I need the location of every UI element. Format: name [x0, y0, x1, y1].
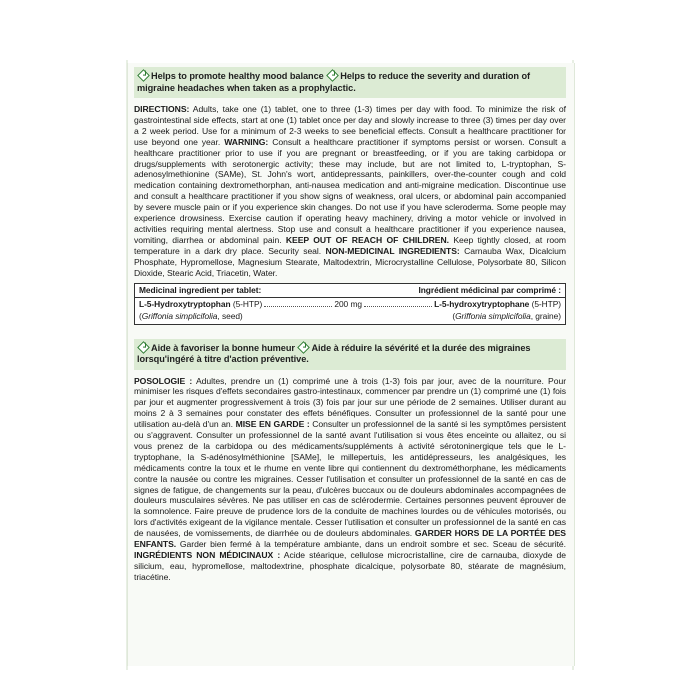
source-fr: (Griffonia simplicifolia, graine) [452, 310, 561, 321]
en-directions [134, 104, 566, 279]
checkmark-icon [137, 69, 150, 82]
source-en: (Griffonia simplicifolia, seed) [139, 310, 243, 321]
fr-claim-1: Aide à favoriser la bonne humeur [151, 342, 295, 353]
directions-text: Adults, take one (1) tablet, one to three (1-3) times per day with food. To minimize the risk of gastrointestinal side effects, start at one (1) tablet once per day and slowly increase to three (3) times per day over a 2 week period. Use for a minimum of 2-3 weeks to see beneficial effects. Consult a healthcare practitioner for use beyond one year. [134, 104, 566, 147]
leader-dots [264, 299, 332, 307]
section-gap [134, 325, 566, 339]
en-claim-1: Helps to promote healthy mood balance [151, 71, 324, 81]
posologie-text: Adultes, prendre un (1) comprimé une à trois (1-3) fois par jour, avec de la nourriture. Pour minimiser les risques d'effets secondaires gastro-intestinaux, commencer par prendre un (1) comprimé une (1) fois par jour et augmenter progressivement à trois (3) fois par jour sur une période de 2 semaines. Utiliser durant au moins 2 à 3 semaines pour constater des effets bénéfiques. Consulter un professionnel de la santé pour une utilisation au-delà d'un an. [134, 375, 567, 430]
keep-out-of-reach: KEEP OUT OF REACH OF CHILDREN. [285, 234, 449, 245]
garder-hors-portee: GARDER HORS DE LA PORTÉE DES ENFANTS. [134, 528, 566, 550]
ingredient-en: L-5-Hydroxytryptophan [139, 298, 231, 309]
fr-storage-text: Garder bien fermé à la température ambiante, dans un endroit sombre et sec. Sceau de sécurité. [179, 539, 567, 550]
ingredient-en-abbr: (5-HTP) [232, 298, 263, 309]
label-content [134, 67, 566, 583]
leader-dots [364, 299, 432, 307]
directions-label: DIRECTIONS: [134, 104, 190, 114]
fr-claims-banner [134, 339, 566, 370]
fr-posologie [134, 376, 566, 583]
table-header-fr: Ingrédient médicinal par comprimé : [418, 284, 561, 295]
posologie-label: POSOLOGIE : [134, 375, 193, 386]
source-en-part: , seed) [217, 310, 243, 321]
source-fr-species: Griffonia simplicifolia [455, 310, 531, 321]
table-row [135, 310, 565, 324]
table-header-en: Medicinal ingredient per tablet: [139, 284, 262, 295]
storage-text: Keep tightly closed, at room temperature in a dark dry place. Security seal. [134, 234, 566, 256]
source-fr-part: , graine) [530, 310, 561, 321]
fr-nmi-label: INGRÉDIENTS NON MÉDICINAUX : [134, 550, 281, 560]
nmi-text: Carnauba Wax, Dicalcium Phosphate, Hypromellose, Magnesium Stearate, Maltodextrin, Microcrystalline Cellulose, Polysorbate 80, Silicon Dioxide, Stearic Acid, Triacetin, Water. [134, 245, 566, 278]
fr-nmi-text: Acide stéarique, cellulose microcristalline, cire de carnauba, dioxyde de silicium, eau, hypromellose, maltodextrine, phosphate dicalcique, polysorbate 80, stéarate de magnésium, triacétine. [134, 550, 566, 582]
checkmark-icon [298, 341, 311, 354]
medicinal-ingredient-table [134, 283, 566, 325]
en-claim-2: Helps to reduce the severity and duration of migraine headaches when taken as a prophylactic. [137, 71, 531, 93]
warning-text: Consult a healthcare practitioner if symptoms persist or worsen. Consult a healthcare practitioner prior to use if you are pregnant or breastfeeding, or if you are taking carbidopa or drugs/supplements with serotonergic activity; these may include, but are not limited to, L-tryptophan, S-adenosylmethionine (SAMe), St. John's wort, antidepressants, painkillers, over-the-counter cough and cold medication containing dextromethorphan, anti-nausea medication and anti-migraine medication. Discontinue use and consult a healthcare practitioner if you show signs of weakness, oral ulcers, or abdominal pain accompanied by severe muscle pain or if you experience skin changes. Do not use if you have scleroderma. Some people may experience drowsiness. Exercise caution if operating heavy machinery, driving a motor vehicle or involved in activities requiring mental alertness. Stop use and consult a healthcare practitioner if you experience nausea, vomiting, diarrhea or abdominal pain. [134, 136, 567, 245]
fr-claim-2: Aide à réduire la sévérité et la durée des migraines lorsqu'ingéré à titre d'action préventive. [137, 342, 531, 364]
table-row [135, 298, 565, 310]
checkmark-icon [326, 69, 339, 82]
en-claims-banner [134, 67, 566, 98]
mise-en-garde-text: Consulter un professionnel de la santé si les symptômes persistent ou s'aggravent. Consulter un professionnel de la santé avant l'utilisation si vous êtes enceinte ou allaitez, ou si vous prenez de la carbidopa ou des médicaments/suppléments à activité sérotoninergique tels que le L-tryptophane, la S-adénosylméthionine [SAMe], le millepertuis, les antidépresseurs, les analgésiques, les médicaments contre la toux et le rhume en vente libre qui contiennent du dextrométhorphane, les médicaments contre la nausée ou contre les migraines. Cesser l'utilisation et consulter un professionnel de la santé en cas de signes de fatigue, de changements sur la peau, d'ulcères buccaux ou de douleurs abdominales accompagnées de douleurs musculaires sévères. Ne pas utiliser en cas de sclérodermie. Certaines personnes peuvent éprouver de la somnolence. Faire preuve de prudence lors de la conduite de machines lourdes ou de véhicules motorisés, ou lors d'activités exigeant de la vigilance mentale. Cesser l'utilisation et consulter un professionnel de la santé en cas de nausées, de vomissements, de diarrhée ou de douleurs abdominales. [134, 419, 566, 539]
checkmark-icon [137, 341, 150, 354]
ingredient-fr-abbr: (5-HTP) [531, 298, 562, 309]
nmi-label: NON-MEDICINAL INGREDIENTS: [325, 245, 460, 256]
source-en-species: Griffonia simplicifolia [141, 310, 218, 321]
ingredient-amount: 200 mg [334, 298, 362, 309]
table-header [135, 284, 565, 298]
ingredient-fr: L-5-hydroxytryptophane [434, 298, 530, 309]
warning-label: WARNING: [224, 136, 269, 147]
mise-en-garde-label: MISE EN GARDE : [235, 419, 310, 430]
